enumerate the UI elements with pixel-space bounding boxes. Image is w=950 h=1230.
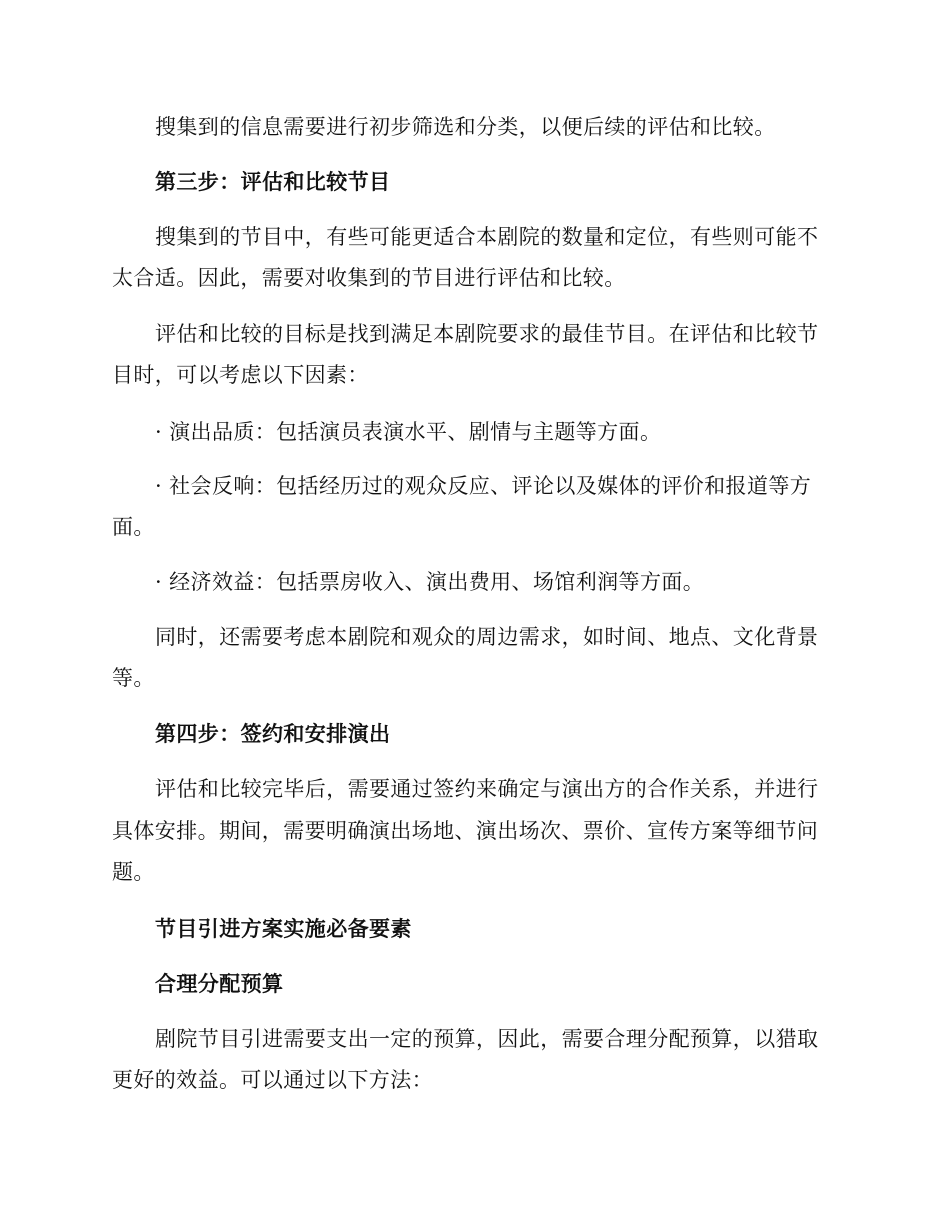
- paragraph-line: 搜集到的信息需要进行初步筛选和分类，以便后续的评估和比较。: [155, 115, 776, 139]
- section-heading-step4: 第四步：签约和安排演出: [155, 721, 391, 746]
- section-heading-essentials: 节目引进方案实施必备要素: [155, 916, 412, 941]
- subsection-heading-budget: 合理分配预算: [155, 971, 284, 996]
- bullet-item-quality: · 演出品质：包括演员表演水平、剧情与主题等方面。: [155, 420, 662, 444]
- paragraph-line: 具体安排。期间，需要明确演出场地、演出场次、票价、宣传方案等细节问: [112, 819, 819, 843]
- paragraph-line: 目时，可以考虑以下因素：: [112, 363, 369, 387]
- paragraph-line: 题。: [112, 860, 155, 884]
- bullet-item-social: · 社会反响：包括经历过的观众反应、评论以及媒体的评价和报道等方: [155, 474, 812, 498]
- paragraph-line: 评估和比较的目标是找到满足本剧院要求的最佳节目。在评估和比较节: [155, 322, 819, 346]
- paragraph-line: 面。: [112, 515, 155, 539]
- section-heading-step3: 第三步：评估和比较节目: [155, 169, 391, 194]
- paragraph-line: 同时，还需要考虑本剧院和观众的周边需求，如时间、地点、文化背景: [155, 625, 819, 649]
- paragraph-line: 等。: [112, 666, 155, 690]
- paragraph-line: 搜集到的节目中，有些可能更适合本剧院的数量和定位，有些则可能不: [155, 225, 819, 249]
- paragraph-line: 评估和比较完毕后，需要通过签约来确定与演出方的合作关系，并进行: [155, 777, 819, 801]
- paragraph-line: 更好的效益。可以通过以下方法：: [112, 1068, 433, 1092]
- paragraph-line: 太合适。因此，需要对收集到的节目进行评估和比较。: [112, 266, 626, 290]
- bullet-item-economic: · 经济效益：包括票房收入、演出费用、场馆利润等方面。: [155, 570, 705, 594]
- paragraph-line: 剧院节目引进需要支出一定的预算，因此，需要合理分配预算，以猎取: [155, 1027, 819, 1051]
